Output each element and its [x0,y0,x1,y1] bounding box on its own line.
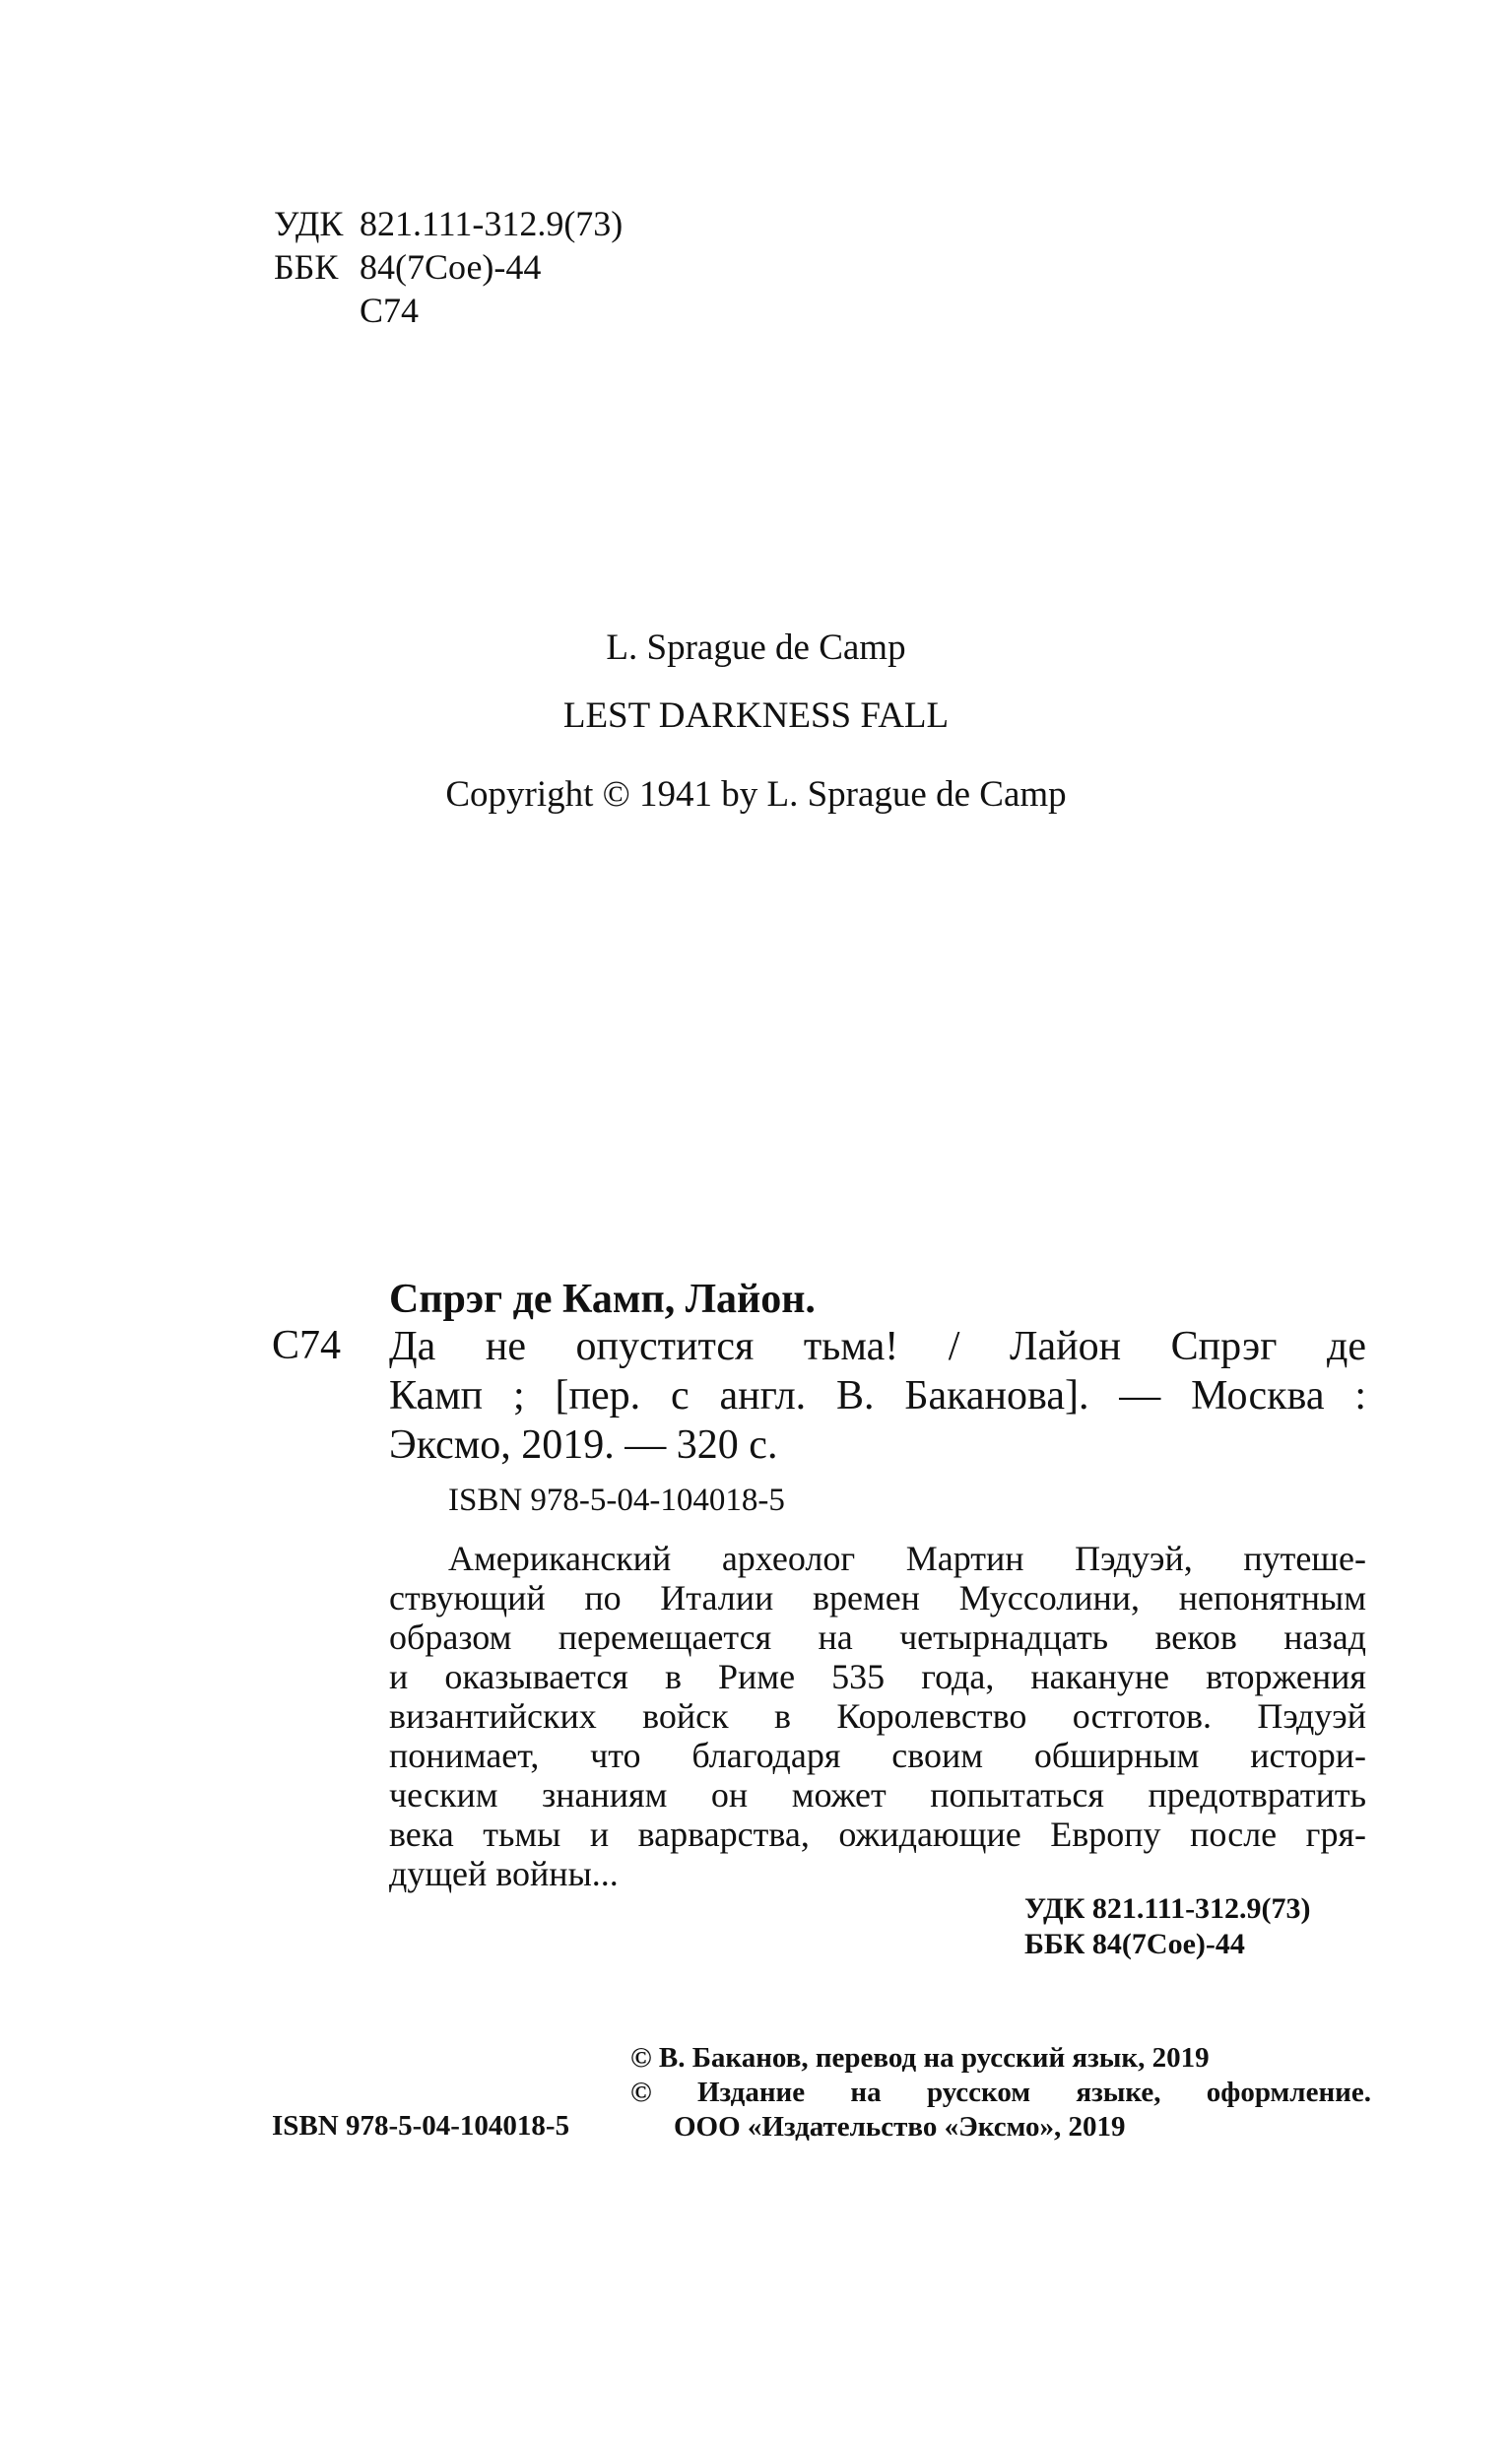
udk-value: 821.111-312.9(73) [360,204,624,243]
copyright-block [630,2041,1371,2145]
catalog-isbn: ISBN 978-5-04-104018-5 [448,1483,785,1518]
catalog-bbk: ББК 84(7Сое)-44 [1024,1928,1245,1960]
annotation-line: образом перемещается на четырнадцать веков назад [389,1618,1366,1657]
udk-label: УДК [274,204,344,243]
bottom-isbn: ISBN 978-5-04-104018-5 [272,2110,570,2142]
bbk-value: 84(7Сое)-44 [360,247,542,287]
description-line: Эксмо, 2019. — 320 с. [389,1422,778,1468]
catalog-author-mark: С74 [272,1323,342,1368]
annotation-line: византийских войск в Королевство остготов. Пэдуэй [389,1696,1366,1736]
catalog-author-heading: Спрэг де Камп, Лайон. [389,1277,816,1322]
original-author: L. Sprague de Camp [606,627,906,668]
description-line: Да не опустится тьма! / Лайон Спрэг де [389,1324,1366,1369]
edition-copyright-line2: ООО «Издательство «Эксмо», 2019 [674,2111,1126,2143]
udk-row [274,202,623,245]
bbk-row [274,245,623,289]
annotation [389,1539,1366,1893]
annotation-line: и оказывается в Риме 535 года, накануне вторжения [389,1657,1366,1696]
catalog-description [389,1322,1366,1470]
catalog-classification [1024,1891,1311,1962]
annotation-line: века тьмы и варварства, ожидающие Европу после гря- [389,1815,1366,1854]
annotation-line: понимает, что благодаря своим обширным истори- [389,1736,1366,1775]
description-line: Камп ; [пер. с англ. В. Баканова]. — Москва : [389,1373,1366,1419]
translation-copyright: © В. Баканов, перевод на русский язык, 2019 [630,2042,1210,2074]
original-copyright: Copyright © 1941 by L. Sprague de Camp [445,774,1067,815]
classification-block [274,202,623,332]
bbk-label: ББК [274,247,339,287]
annotation-line: дущей войны... [389,1854,619,1893]
annotation-line: ческим знаниям он может попытаться предотвратить [389,1775,1366,1815]
author-mark: С74 [360,291,420,330]
catalog-udk: УДК 821.111-312.9(73) [1024,1892,1311,1925]
annotation-line: ствующий по Италии времен Муссолини, непонятным [389,1578,1366,1618]
annotation-line: Американский археолог Мартин Пэдуэй, путеше- [448,1539,1366,1578]
original-title: LEST DARKNESS FALL [562,695,950,736]
author-mark-row [274,289,623,332]
edition-copyright-line1: © Издание на русском языке, оформление. [630,2077,1371,2108]
